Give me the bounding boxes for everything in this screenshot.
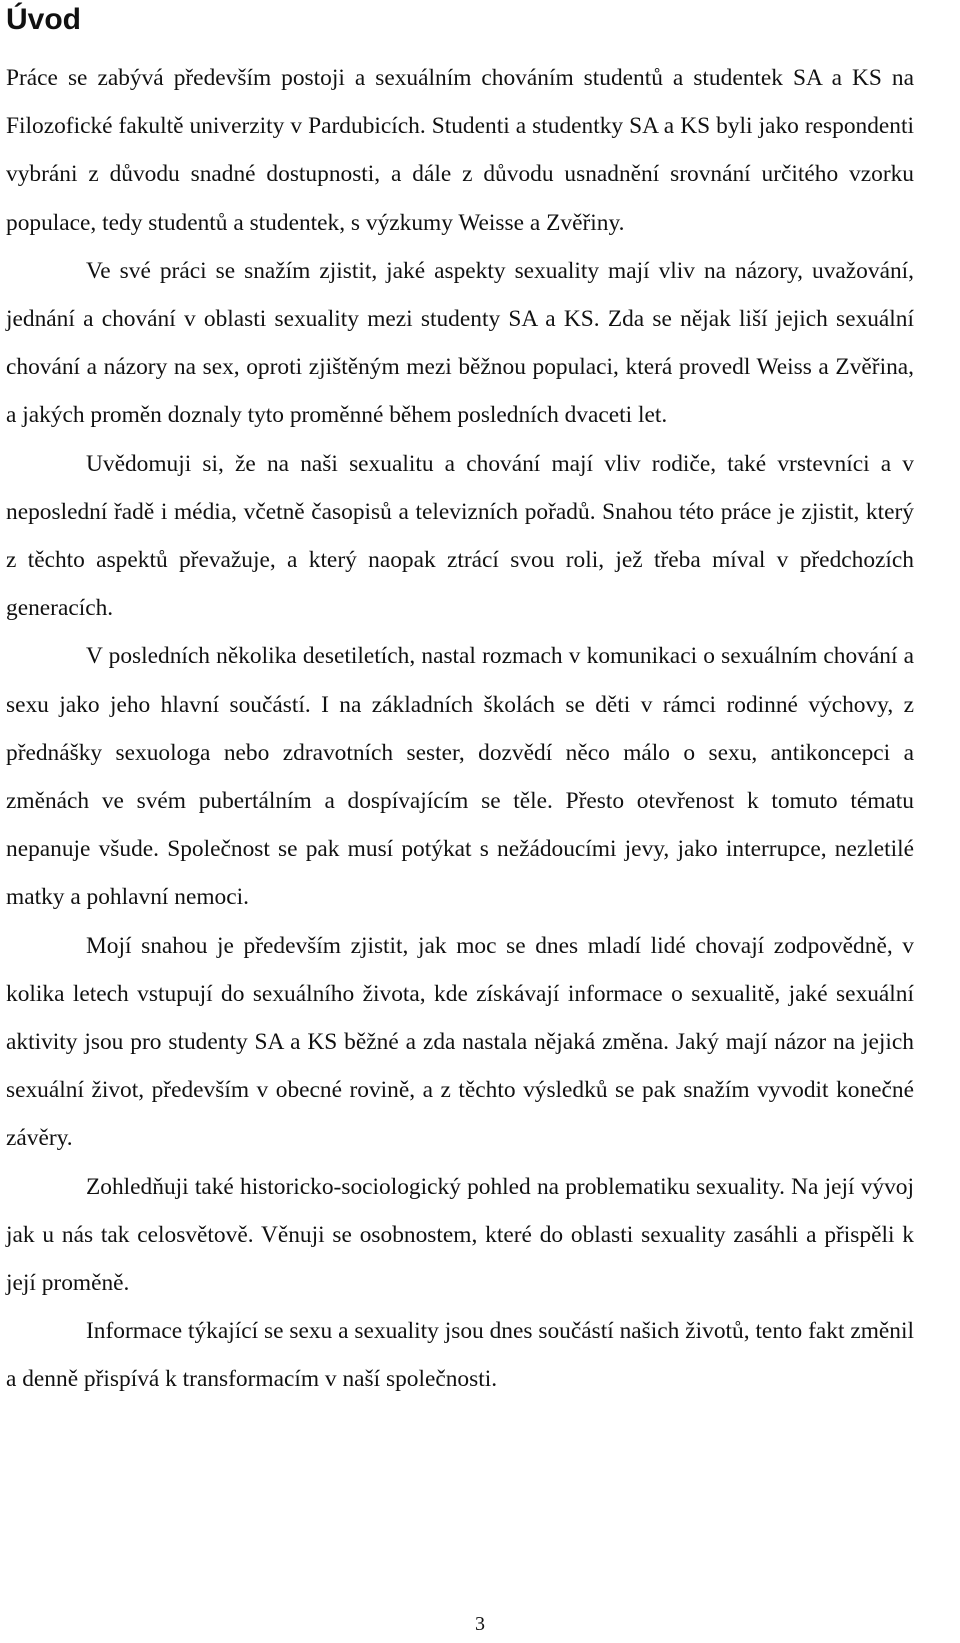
paragraph-3: Uvědomuji si, že na naši sexualitu a chování mají vliv rodiče, také vrstevníci a v neposlední řadě i média, včetně časopisů a televizních pořadů. Snahou této práce je zjistit, který z těchto aspektů převažuje, a který naopak ztrácí svou roli, jež třeba míval v předchozích generacích. xyxy=(6,450,914,622)
paragraph-2: Ve své práci se snažím zjistit, jaké aspekty sexuality mají vliv na názory, uvažování, jednání a chování v oblasti sexuality mezi studenty SA a KS. Zda se nějak liší jejich sexuální chování a názory na sex, oproti zjištěným mezi běžnou populaci, která provedl Weiss a Zvěřina, a jakých proměn doznaly tyto proměnné během posledních dvaceti let. xyxy=(6,257,914,429)
body-text xyxy=(6,54,914,1404)
paragraph-1: Práce se zabývá především postoji a sexuálním chováním studentů a studentek SA a KS na Filozofické fakultě univerzity v Pardubicích. Studenti a studentky SA a KS byli jako respondenti vybráni z důvodu snadné dostupnosti, a dále z důvodu usnadnění srovnání určitého vzorku populace, tedy studentů a studentek, s výzkumy Weisse a Zvěřiny. xyxy=(6,65,914,236)
paragraph-6: Zohledňuji také historicko-sociologický pohled na problematiku sexuality. Na její vývoj jak u nás tak celosvětově. Věnuji se osobnostem, které do oblasti sexuality zasáhli a přispěli k její proměně. xyxy=(6,1173,914,1297)
paragraph-4: V posledních několika desetiletích, nastal rozmach v komunikaci o sexuálním chování a sexu jako jeho hlavní součástí. I na základních školách se děti v rámci rodinné výchovy, z přednášky sexuologa nebo zdravotních sester, dozvědí něco málo o sexu, antikoncepci a změnách ve svém pubertálním a dospívajícím se těle. Přesto otevřenost k tomuto tématu nepanuje všude. Společnost se pak musí potýkat s nežádoucími jevy, jako interrupce, nezletilé matky a pohlavní nemoci. xyxy=(6,643,914,911)
page-number: 3 xyxy=(475,1613,485,1635)
section-heading: Úvod xyxy=(6,3,81,36)
paragraph-7: Informace týkající se sexu a sexuality jsou dnes součástí našich životů, tento fakt změnil a denně přispívá k transformacím v naší společnosti. xyxy=(6,1318,914,1393)
paragraph-5: Mojí snahou je především zjistit, jak moc se dnes mladí lidé chovají zodpovědně, v kolika letech vstupují do sexuálního života, kde získávají informace o sexualitě, jaké sexuální aktivity jsou pro studenty SA a KS běžné a zda nastala nějaká změna. Jaký mají názor na jejich sexuální život, především v obecné rovině, a z těchto výsledků se pak snažím vyvodit konečné závěry. xyxy=(6,932,914,1152)
